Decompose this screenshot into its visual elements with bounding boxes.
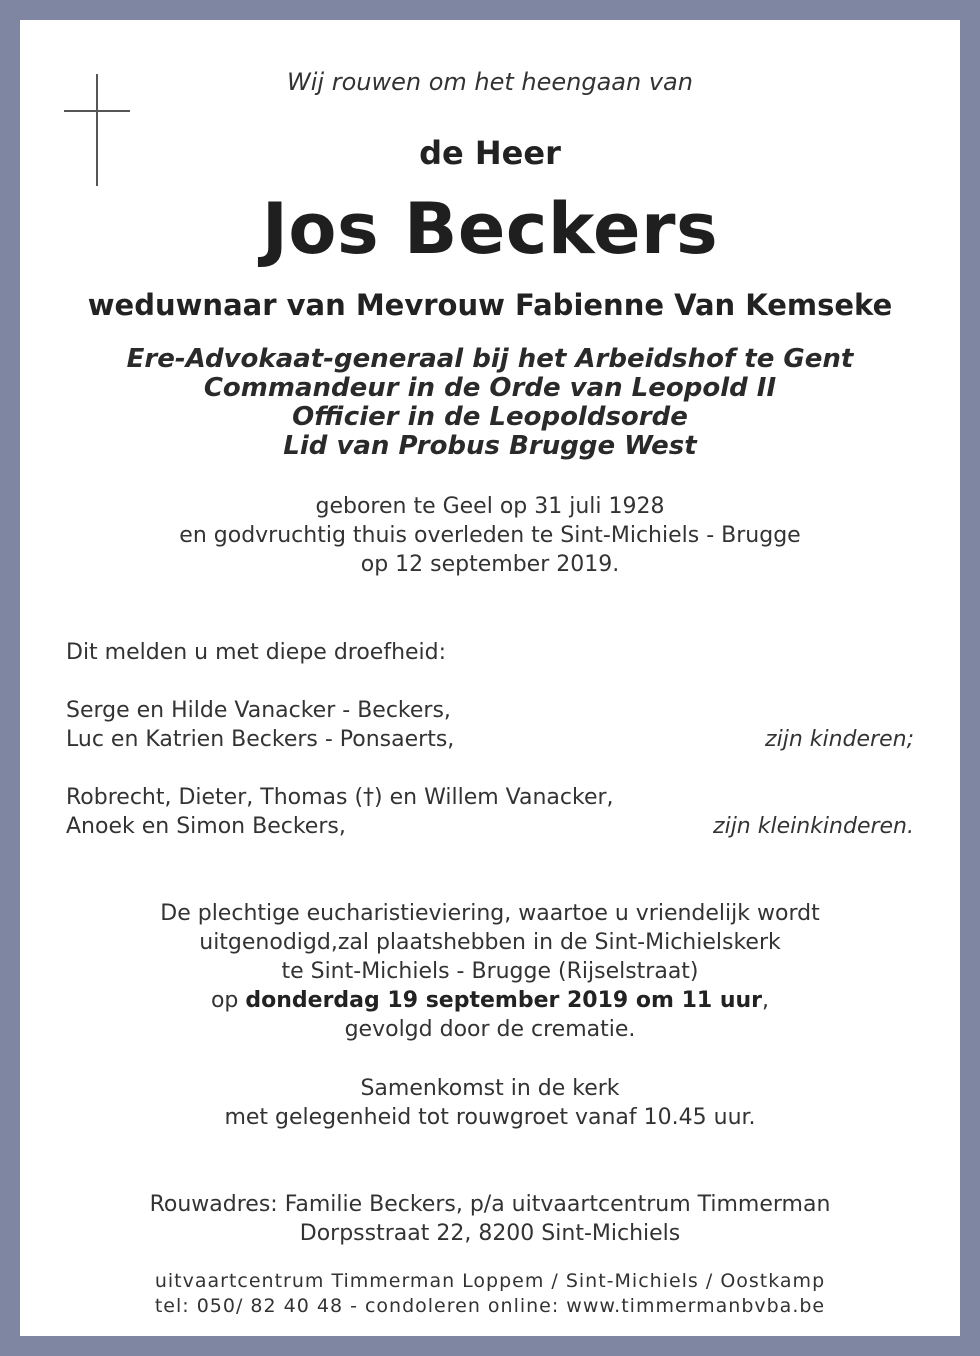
death-date-line: op 12 september 2019. xyxy=(360,552,620,577)
honor-line: Commandeur in de Orde van Leopold II xyxy=(203,373,777,403)
honor-line: Officier in de Leopoldsorde xyxy=(292,402,688,432)
honor-line: Ere-Advokaat-generaal bij het Arbeidshof te Gent xyxy=(126,344,854,374)
children-label: zijn kinderen; xyxy=(765,727,914,752)
honorific-title: de Heer xyxy=(419,134,561,172)
announcement: Dit melden u met diepe droefheid: xyxy=(66,640,447,665)
service-line: uitgenodigd,zal plaatshebben in de Sint-Michielskerk xyxy=(199,930,781,955)
footer-contact: tel: 050/ 82 40 48 - condoleren online: www.timmermanbvba.be xyxy=(154,1295,826,1317)
service-line: gevolgd door de crematie. xyxy=(344,1017,636,1042)
footer-funeral-home: uitvaartcentrum Timmerman Loppem / Sint-Michiels / Oostkamp xyxy=(154,1270,826,1292)
deceased-name: Jos Beckers xyxy=(261,188,719,270)
birth-line: geboren te Geel op 31 juli 1928 xyxy=(315,494,665,519)
widower-line: weduwnaar van Mevrouw Fabienne Van Kemseke xyxy=(87,288,893,322)
grandchildren-label: zijn kleinkinderen. xyxy=(713,814,914,839)
intro-text: Wij rouwen om het heengaan van xyxy=(287,68,693,96)
address-line: Dorpsstraat 22, 8200 Sint-Michiels xyxy=(299,1221,681,1246)
family-line: Serge en Hilde Vanacker - Beckers, xyxy=(66,698,451,723)
service-date-line: op donderdag 19 september 2019 om 11 uur, xyxy=(210,988,770,1013)
cross-icon-bar xyxy=(64,110,130,112)
death-line: en godvruchtig thuis overleden te Sint-Michiels - Brugge xyxy=(179,523,801,548)
service-line: De plechtige eucharistieviering, waartoe u vriendelijk wordt xyxy=(160,901,820,926)
family-line: Robrecht, Dieter, Thomas (†) en Willem Vanacker, xyxy=(66,785,614,810)
service-date: donderdag 19 september 2019 om 11 uur xyxy=(245,988,763,1013)
gathering-line: met gelegenheid tot rouwgroet vanaf 10.45 uur. xyxy=(224,1105,756,1130)
service-line: te Sint-Michiels - Brugge (Rijselstraat) xyxy=(281,959,699,984)
family-line: Luc en Katrien Beckers - Ponsaerts, xyxy=(66,727,455,752)
honor-line: Lid van Probus Brugge West xyxy=(283,431,697,461)
gathering-line: Samenkomst in de kerk xyxy=(360,1076,620,1101)
address-line: Rouwadres: Familie Beckers, p/a uitvaartcentrum Timmerman xyxy=(149,1192,831,1217)
obituary-card xyxy=(20,20,960,1336)
family-line: Anoek en Simon Beckers, xyxy=(66,814,346,839)
